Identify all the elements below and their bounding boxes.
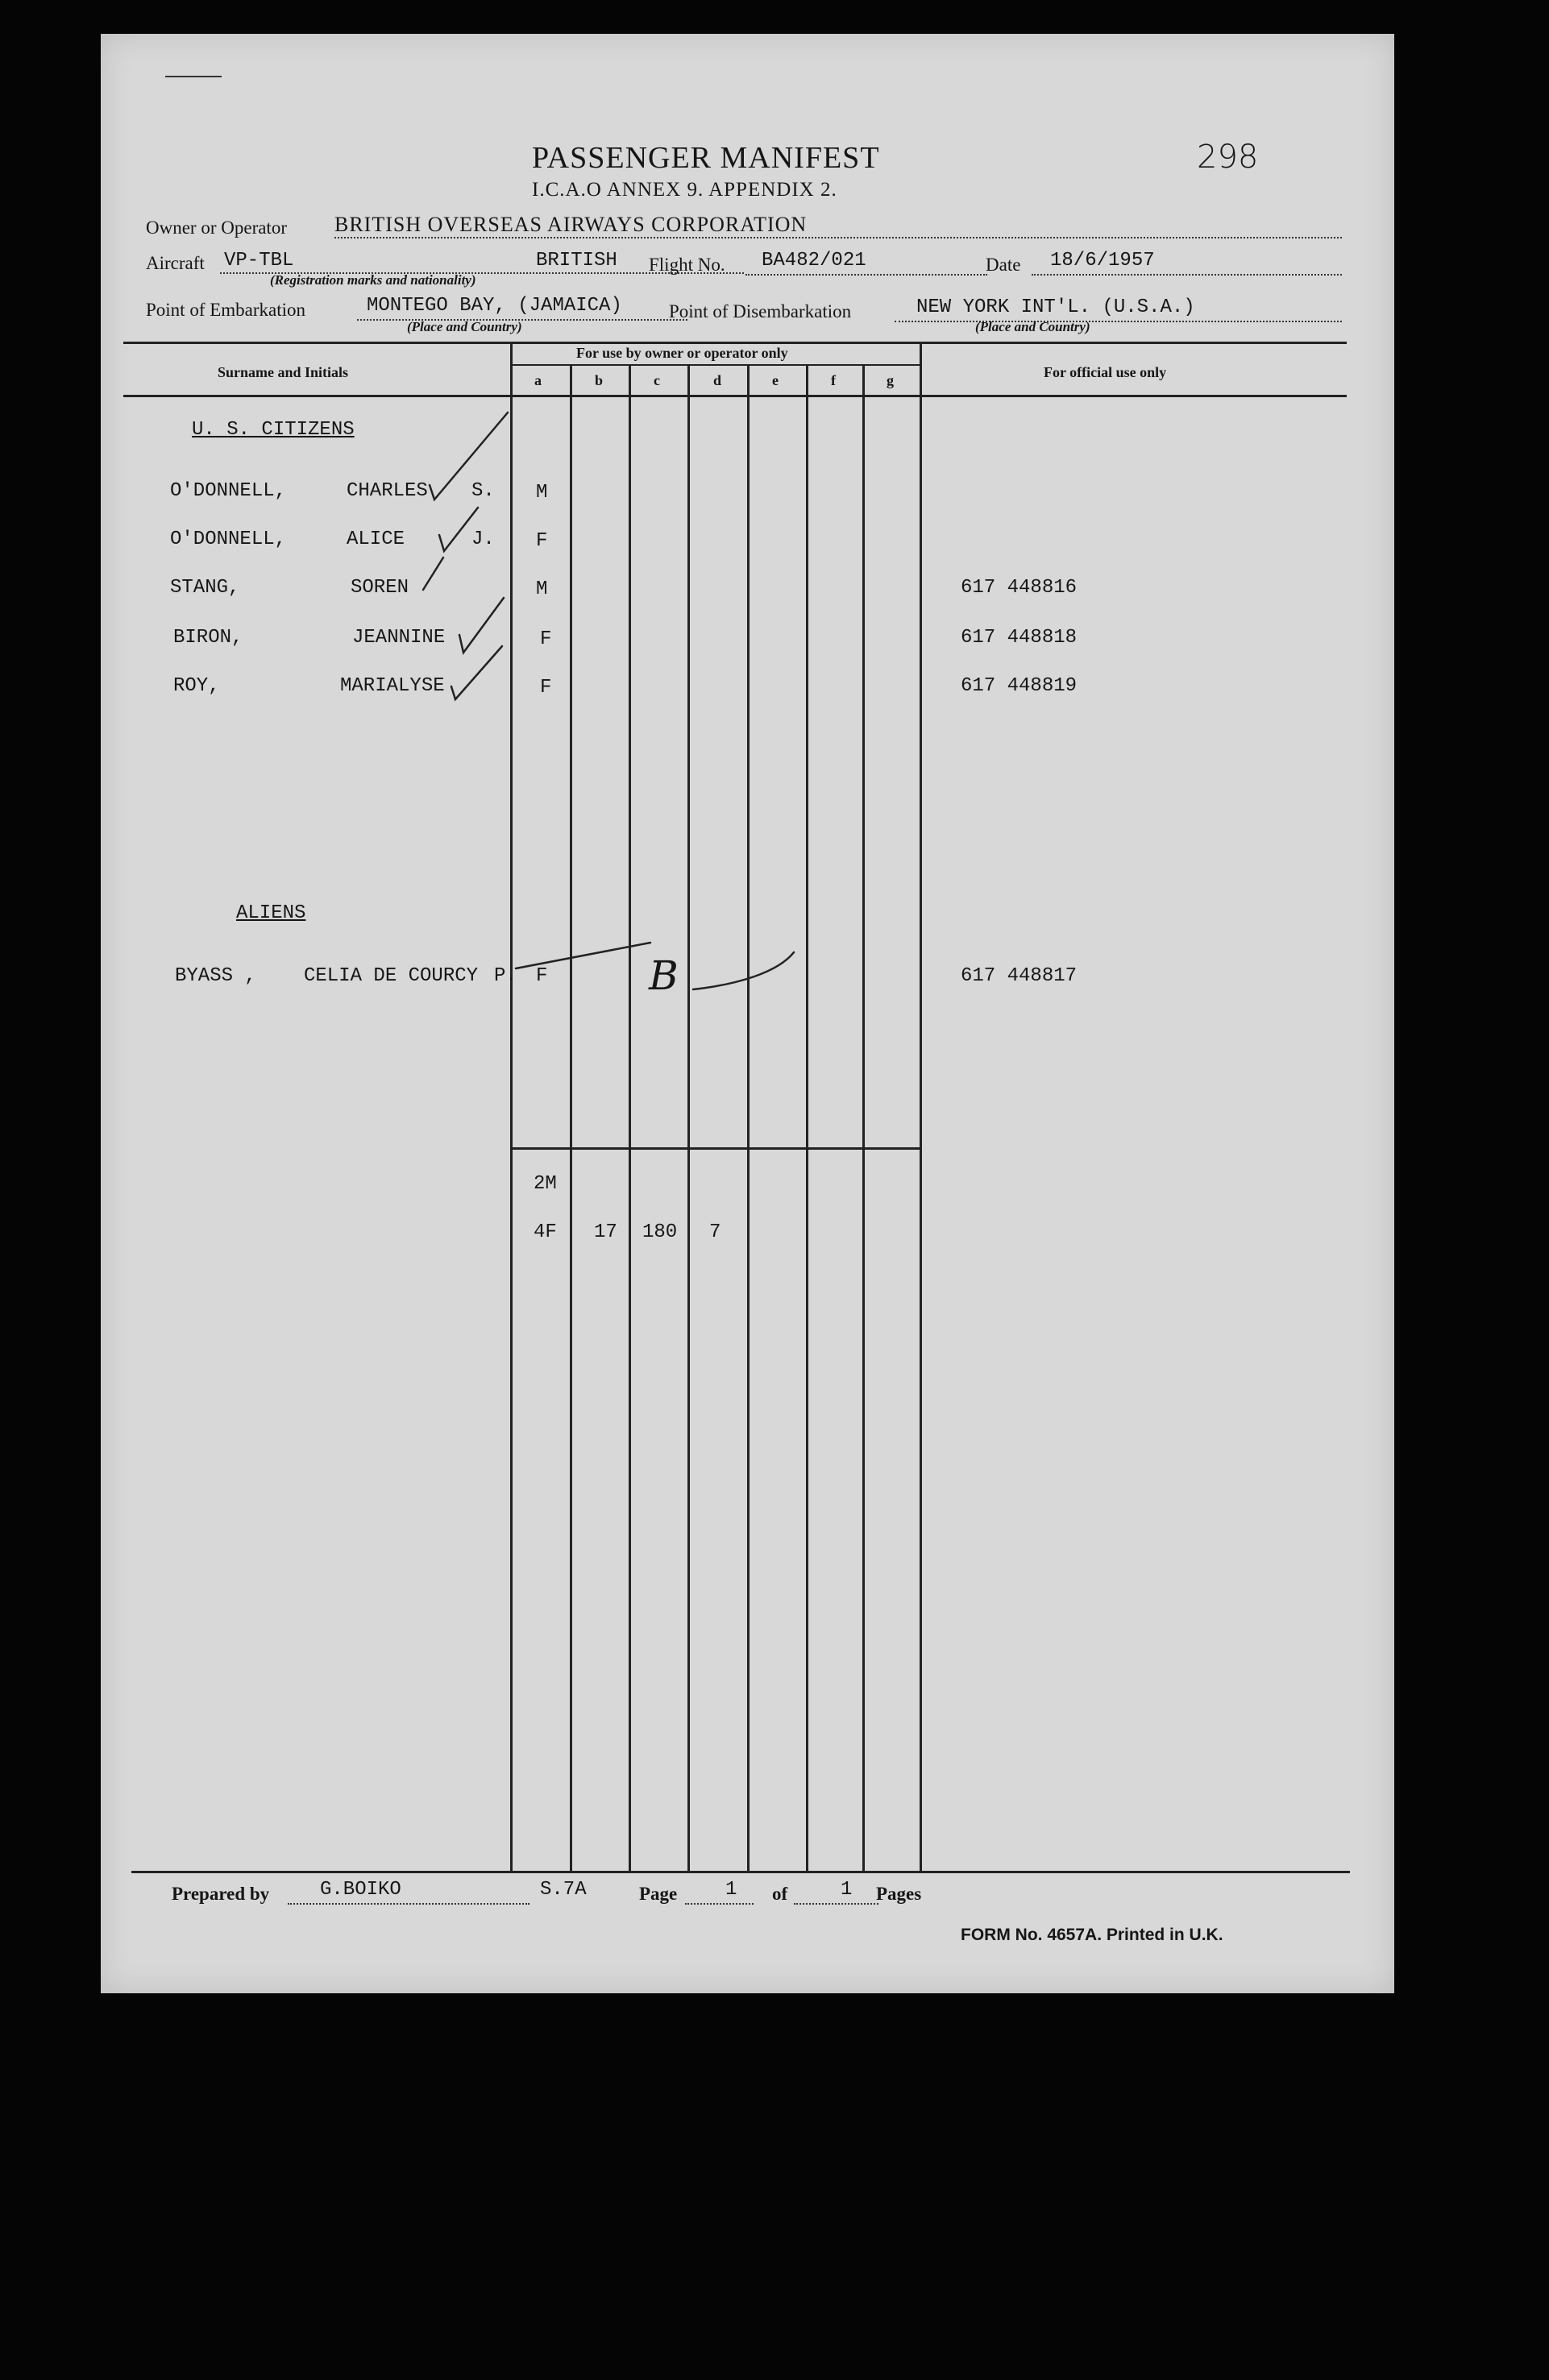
passenger-sex: M bbox=[536, 578, 548, 600]
passenger-surname: ROY, bbox=[173, 675, 220, 697]
prepared-by-dotted-line bbox=[288, 1903, 529, 1905]
page-value: 1 bbox=[725, 1879, 737, 1901]
passenger-given-name: ALICE bbox=[347, 529, 405, 550]
total-col-d: 7 bbox=[709, 1221, 721, 1243]
section-us-citizens: U. S. CITIZENS bbox=[192, 419, 355, 441]
col-f-header: f bbox=[831, 372, 836, 388]
col-official-header: For official use only bbox=[1044, 364, 1167, 380]
flight-number: BA482/021 bbox=[762, 250, 866, 272]
col-g-header: g bbox=[887, 372, 894, 388]
prepared-by-value: G.BOIKO bbox=[320, 1879, 401, 1901]
page-stamp-number: 298 bbox=[1197, 139, 1259, 176]
col-b-header: b bbox=[595, 372, 604, 388]
passenger-official-number: 617 448817 bbox=[961, 965, 1078, 987]
disembark-value: NEW YORK INT'L. (U.S.A.) bbox=[916, 296, 1195, 318]
disembark-caption: (Place and Country) bbox=[975, 319, 1090, 334]
passenger-given-name: MARIALYSE bbox=[340, 675, 445, 697]
page-subtitle: I.C.A.O ANNEX 9. APPENDIX 2. bbox=[532, 179, 837, 201]
passenger-sex: F bbox=[536, 965, 548, 987]
pages-label: Pages bbox=[876, 1884, 922, 1904]
passenger-given-name: JEANNINE bbox=[352, 627, 446, 649]
total-male: 2M bbox=[534, 1173, 557, 1195]
of-label: of bbox=[772, 1884, 788, 1904]
passenger-official-number: 617 448816 bbox=[961, 577, 1078, 599]
total-col-b: 17 bbox=[594, 1221, 617, 1243]
col-surname-header: Surname and Initials bbox=[218, 364, 349, 380]
passenger-given-name: SOREN bbox=[351, 577, 409, 599]
passenger-sex: F bbox=[540, 628, 552, 650]
passenger-surname: BYASS , bbox=[175, 965, 256, 987]
owner-value: BRITISH OVERSEAS AIRWAYS CORPORATION bbox=[334, 213, 808, 236]
of-dotted-line bbox=[794, 1903, 878, 1905]
registration-caption: (Registration marks and nationality) bbox=[270, 272, 476, 288]
page-title: PASSENGER MANIFEST bbox=[532, 141, 880, 175]
aircraft-label: Aircraft bbox=[146, 253, 205, 273]
manifest-sheet bbox=[101, 34, 1394, 1993]
passenger-official-number: 617 448818 bbox=[961, 627, 1078, 649]
passenger-sex: F bbox=[536, 530, 548, 552]
totals-divider bbox=[570, 1212, 571, 1249]
col-a-header: a bbox=[534, 372, 542, 388]
col-d-header: d bbox=[713, 372, 722, 388]
passenger-surname: O'DONNELL, bbox=[170, 529, 287, 550]
date-value: 18/6/1957 bbox=[1050, 250, 1155, 272]
section-aliens: ALIENS bbox=[236, 902, 306, 924]
passenger-official-number: 617 448819 bbox=[961, 675, 1078, 697]
aircraft-nationality: BRITISH bbox=[536, 250, 617, 272]
date-label: Date bbox=[986, 255, 1021, 275]
handwritten-mark: B bbox=[649, 952, 679, 999]
col-operator-header: For use by owner or operator only bbox=[576, 345, 788, 361]
passenger-surname: STANG, bbox=[170, 577, 240, 599]
page-label: Page bbox=[639, 1884, 678, 1904]
embark-label: Point of Embarkation bbox=[146, 300, 306, 320]
disembark-label: Point of Disembarkation bbox=[669, 301, 852, 321]
prepared-by-rank: S.7A bbox=[540, 1879, 587, 1901]
embark-caption: (Place and Country) bbox=[407, 319, 522, 334]
passenger-sex: F bbox=[540, 677, 552, 699]
flight-label: Flight No. bbox=[649, 255, 725, 275]
passenger-sex: M bbox=[536, 482, 548, 504]
total-female: 4F bbox=[534, 1221, 557, 1243]
embark-value: MONTEGO BAY, (JAMAICA) bbox=[367, 295, 622, 317]
prepared-by-label: Prepared by bbox=[172, 1884, 270, 1904]
of-value: 1 bbox=[841, 1879, 853, 1901]
handwritten-check-marks bbox=[101, 34, 1394, 1993]
aircraft-registration: VP-TBL bbox=[224, 250, 294, 272]
owner-label: Owner or Operator bbox=[146, 218, 287, 238]
col-c-header: c bbox=[654, 372, 660, 388]
passenger-initial: P. bbox=[494, 965, 517, 987]
passenger-initial: S. bbox=[471, 480, 495, 502]
col-e-header: e bbox=[772, 372, 779, 388]
form-number: FORM No. 4657A. Printed in U.K. bbox=[961, 1926, 1223, 1944]
total-col-c: 180 bbox=[642, 1221, 678, 1243]
passenger-surname: O'DONNELL, bbox=[170, 480, 287, 502]
passenger-surname: BIRON, bbox=[173, 627, 243, 649]
page-dotted-line bbox=[685, 1903, 754, 1905]
passenger-given-name: CHARLES bbox=[347, 480, 428, 502]
passenger-initial: J. bbox=[471, 529, 495, 550]
passenger-given-name: CELIA DE COURCY bbox=[304, 965, 479, 987]
